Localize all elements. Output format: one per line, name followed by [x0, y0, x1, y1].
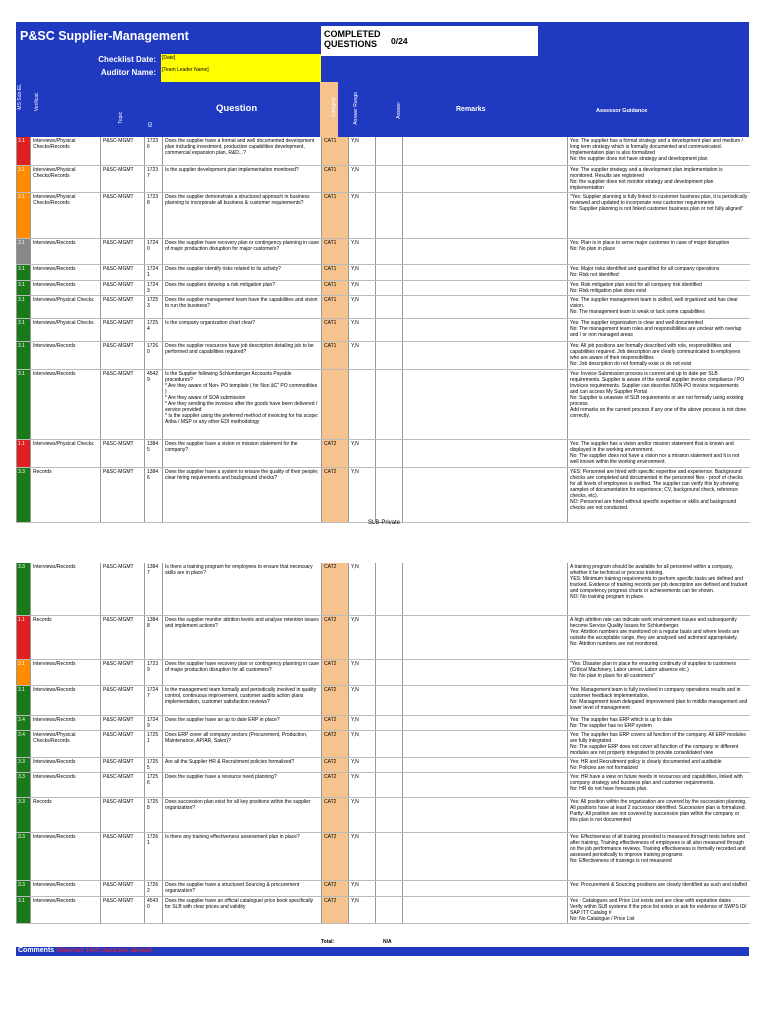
row-guidance: A training program should be available for all personnel within a company, whether it be technical or process training. YES: Minimum training requirements to perform specific tasks are defined and tracked. Evidence of training records per job description are defined and tracked and competency progress charts or achievements can be shown. NO: No training program in place.	[568, 563, 750, 615]
table-row	[17, 369, 750, 439]
row-guidance: Yes: Major risks identified and quantified for all company operations No: Risk not identified	[568, 264, 750, 280]
row-answer-range: Y,N	[349, 880, 376, 896]
row-answer-range: Y,N	[349, 439, 376, 467]
row-question: Is there any training effectiveness assessment plan in place?	[163, 832, 322, 880]
row-id: 17243	[145, 280, 163, 295]
row-answer-cell[interactable]	[376, 685, 403, 715]
row-sub-element: 3.1	[17, 896, 31, 923]
total-value: N/A	[383, 939, 392, 945]
row-question: Does the supplier identify risks related to its activity?	[163, 264, 322, 280]
row-remarks-cell[interactable]	[403, 341, 568, 369]
col-id-header: ID	[148, 122, 154, 127]
row-question: Does the supplier have an up to date ERP in place?	[163, 715, 322, 730]
row-id: 13846	[145, 467, 163, 522]
auditor-name-label: Auditor Name:	[100, 68, 156, 77]
completed-label: COMPLETED QUESTIONS	[324, 29, 381, 49]
row-category: CAT1	[322, 137, 349, 165]
row-answer-range: Y,N	[349, 280, 376, 295]
row-verification: Records	[31, 467, 101, 522]
row-remarks-cell[interactable]	[403, 264, 568, 280]
row-guidance: Yes: The supplier has a vision and/or mission statement that is known and displayed in the working environment. No: The supplier does not have a vision nor a mission statement and it is not well known within the working environment.	[568, 439, 750, 467]
row-answer-cell[interactable]	[376, 615, 403, 659]
row-topic: P&SC-MGMT	[101, 880, 145, 896]
table-row	[17, 341, 750, 369]
row-id: 17253	[145, 295, 163, 318]
row-question: Does the supplier have an official catalogue/ price book specifically for SLB with clear prices and validity	[163, 896, 322, 923]
row-answer-cell[interactable]	[376, 280, 403, 295]
auditor-name-field[interactable]: [Team Leader Name]	[161, 66, 321, 82]
row-sub-element: 3.1	[17, 192, 31, 238]
col-verif-header: Verificat.	[34, 92, 40, 112]
total-label: Total:	[321, 939, 335, 945]
row-category: CAT2	[322, 880, 349, 896]
row-sub-element: 3.3	[17, 797, 31, 832]
checklist-header	[16, 22, 749, 137]
row-verification: Interviews/Records	[31, 659, 101, 685]
row-remarks-cell[interactable]	[403, 439, 568, 467]
row-question: Does the supplier management team have the capabilities and vision to run the business?	[163, 295, 322, 318]
row-answer-range	[349, 369, 376, 439]
row-remarks-cell[interactable]	[403, 797, 568, 832]
row-topic: P&SC-MGMT	[101, 280, 145, 295]
row-guidance: Yes: The supplier has ERP which is up to date No: The supplier has no ERP system	[568, 715, 750, 730]
row-category: CAT1	[322, 264, 349, 280]
row-answer-range: Y,N	[349, 615, 376, 659]
row-id: 17255	[145, 757, 163, 772]
row-answer-cell[interactable]	[376, 192, 403, 238]
col-answer-range-header: Answer Range	[353, 92, 359, 125]
row-answer-cell[interactable]	[376, 715, 403, 730]
row-sub-element: 3.1	[17, 165, 31, 192]
row-category: CAT2	[322, 467, 349, 522]
row-question: Does ERP cover all company sectors (Procurement, Production, Maintenance, AP/AR, Sales)?	[163, 730, 322, 757]
row-answer-range: Y,N	[349, 264, 376, 280]
row-guidance: Yes: Risk mitigation plan exist for all company risk identified No: Risk mitigation plan does exist	[568, 280, 750, 295]
col-question-header: Question	[216, 103, 258, 114]
row-topic: P&SC-MGMT	[101, 659, 145, 685]
row-category: CAT2	[322, 615, 349, 659]
row-guidance: Yes: HR and Recruitment policy is clearly documented and auditable No: Policies are not formalized	[568, 757, 750, 772]
row-category: CAT2	[322, 832, 349, 880]
table-row	[17, 896, 750, 923]
row-id: 17238	[145, 192, 163, 238]
completed-box	[321, 26, 538, 56]
row-guidance: Yes: Effectiveness of all training provided is measured through tests before and after training. Training effectiveness of employees is all also measured through on the job performance reviews. Training effectiveness is formally recorded and assessed periodically to improve training programs No: Effectiveness of trainings is not measured	[568, 832, 750, 880]
row-answer-range: Y,N	[349, 318, 376, 341]
col-sub-header: MS Sub-EL	[17, 84, 23, 110]
row-guidance: A high attrition rate can indicate work environment issues and subsequently become Service Quality Issues for Schlumberger. Yes: Attrition numbers are monitored on a regular basis and where levels are outside the acceptable range, they are analysed and actioned appropriately. No: Attrition numbers are not monitored.	[568, 615, 750, 659]
row-topic: P&SC-MGMT	[101, 295, 145, 318]
row-verification: Interviews/Records	[31, 238, 101, 264]
row-remarks-cell[interactable]	[403, 563, 568, 615]
comments-bar[interactable]	[16, 947, 749, 956]
row-id: 17258	[145, 797, 163, 832]
row-answer-range: Y,N	[349, 165, 376, 192]
col-topic-header: Topic	[118, 112, 124, 124]
row-category: CAT2	[322, 715, 349, 730]
table-row	[17, 797, 750, 832]
row-answer-cell[interactable]	[376, 896, 403, 923]
row-id: 17249	[145, 715, 163, 730]
row-category: CAT2	[322, 772, 349, 797]
row-topic: P&SC-MGMT	[101, 192, 145, 238]
row-sub-element: 3.4	[17, 715, 31, 730]
comments-note: (Maximum 1400 characters allowed)	[56, 948, 153, 954]
row-answer-range: Y,N	[349, 715, 376, 730]
row-guidance: "Yes: Supplier planning is fully linked to customer business plan, it is periodically reviewed and updated to incorporate new customer requirements No: Supplier planning is not linked customer business plan or not fully aligned"	[568, 192, 750, 238]
row-answer-cell[interactable]	[376, 730, 403, 757]
row-category: CAT1	[322, 238, 349, 264]
row-verification: Interviews/Records	[31, 880, 101, 896]
row-sub-element: 3.3	[17, 880, 31, 896]
row-verification: Interviews/Physical Checks/Records	[31, 165, 101, 192]
row-sub-element: 1.1	[17, 439, 31, 467]
row-remarks-cell[interactable]	[403, 757, 568, 772]
col-category-header: Category	[331, 97, 337, 118]
row-sub-element: 3.1	[17, 685, 31, 715]
row-topic: P&SC-MGMT	[101, 137, 145, 165]
row-verification: Interviews/Records	[31, 264, 101, 280]
row-question: Does the supplier have a system to ensure the quality of their people; clear hiring requirements and background checks?	[163, 467, 322, 522]
row-category: CAT1	[322, 341, 349, 369]
question-table-2	[16, 563, 750, 924]
row-id: 45430	[145, 896, 163, 923]
row-id: 17251	[145, 730, 163, 757]
row-remarks-cell[interactable]	[403, 772, 568, 797]
total-row	[16, 937, 749, 947]
question-table-1	[16, 137, 750, 523]
table-row	[17, 439, 750, 467]
row-topic: P&SC-MGMT	[101, 238, 145, 264]
row-verification: Records	[31, 797, 101, 832]
row-sub-element: 3.1	[17, 280, 31, 295]
row-verification: Interviews/Records	[31, 757, 101, 772]
row-remarks-cell[interactable]	[403, 730, 568, 757]
row-id: 17241	[145, 264, 163, 280]
row-question: Is the Supplier following Schlumberger Accounts Payable procedures? * Are they aware of Non- PO template ( for Non âC" PO commodities ) * Are they aware of SOA submission * Are they sending the invoices after the goods have been delivered / service provided * Is the supplier using the preferred method of invoicing for his scope: Ariba / MSP or any other EDI methodology	[163, 369, 322, 439]
row-verification: Interviews/Physical Checks/Records	[31, 192, 101, 238]
row-answer-cell[interactable]	[376, 659, 403, 685]
row-answer-cell[interactable]	[376, 165, 403, 192]
comments-label: Comments	[18, 947, 55, 954]
row-verification: Records	[31, 615, 101, 659]
row-topic: P&SC-MGMT	[101, 797, 145, 832]
row-id: 13847	[145, 563, 163, 615]
row-category: CAT1	[322, 295, 349, 318]
row-sub-element: 3.1	[17, 295, 31, 318]
table-row	[17, 192, 750, 238]
row-verification: Interviews/Records	[31, 685, 101, 715]
row-category: CAT2	[322, 563, 349, 615]
row-sub-element: 3.3	[17, 832, 31, 880]
completed-value: 0/24	[391, 36, 408, 46]
row-topic: P&SC-MGMT	[101, 730, 145, 757]
row-answer-range: Y,N	[349, 295, 376, 318]
row-sub-element: 3.3	[17, 772, 31, 797]
row-answer-cell[interactable]	[376, 238, 403, 264]
table-row	[17, 659, 750, 685]
row-sub-element: 3.3	[17, 467, 31, 522]
row-verification: Interviews/Physical Checks	[31, 295, 101, 318]
row-remarks-cell[interactable]	[403, 295, 568, 318]
row-id: 17261	[145, 832, 163, 880]
row-sub-element: 3.3	[17, 757, 31, 772]
row-guidance: YES: Personnel are hired with specific expertise and experience. Background checks are completed and documented in the personnel files - proof of checks for all levels of employees is verified. The supplier can verify this by showing samples of documentation for experience; CV, background check, reference checks, etc). NO: Personnel are hired without specific expertise or skills and background checks are not conducted.	[568, 467, 750, 522]
row-question: Does the supplier demonstrate a structured approach in business planning to incorporate all business & customer requirements?	[163, 192, 322, 238]
row-id: 17254	[145, 318, 163, 341]
row-category	[322, 369, 349, 439]
table-row	[17, 264, 750, 280]
row-verification: Interviews/Records	[31, 280, 101, 295]
table-row	[17, 715, 750, 730]
row-sub-element: 3.1	[17, 369, 31, 439]
row-verification: Interviews/Records	[31, 341, 101, 369]
row-guidance: Yes: HR have a view on future needs in resources and capabilities, linked with company strategy and business plan and customer requirements. No: HR do not have forecasts plan.	[568, 772, 750, 797]
row-answer-range: Y,N	[349, 757, 376, 772]
table-row	[17, 563, 750, 615]
row-question: Does the suppliers develop a risk mitigation plan?	[163, 280, 322, 295]
row-sub-element: 3.4	[17, 730, 31, 757]
row-question: Does the supplier have recovery plan or contingency planning in case of major production disruption for major customers?	[163, 238, 322, 264]
row-topic: P&SC-MGMT	[101, 318, 145, 341]
row-answer-range: Y,N	[349, 192, 376, 238]
row-topic: P&SC-MGMT	[101, 264, 145, 280]
row-sub-element: 3.3	[17, 563, 31, 615]
table-row	[17, 137, 750, 165]
row-guidance: Yes: The supplier management team is skilled, well organized and has clear vision. No: The management team is weak or lack some capabilities	[568, 295, 750, 318]
row-question: Is the supplier development plan implementation monitored?	[163, 165, 322, 192]
table-row	[17, 880, 750, 896]
row-guidance: Yes : Catalogues and Price List exists and are clear with expiration dates . Verify within SLB systems if the price list exists or ask for evidence of SWPS ID/ SAP ITT Catalog # No: No Catalogue / Price List	[568, 896, 750, 923]
col-guidance-header: Assessor Guidance	[596, 108, 648, 114]
row-remarks-cell[interactable]	[403, 137, 568, 165]
row-verification: Interviews/Physical Checks	[31, 318, 101, 341]
row-question: Is there a training program for employees to ensure that necessary skills are in place?	[163, 563, 322, 615]
checklist-page-2	[16, 563, 749, 955]
row-answer-cell[interactable]	[376, 264, 403, 280]
col-remarks-header: Remarks	[456, 106, 486, 113]
row-topic: P&SC-MGMT	[101, 439, 145, 467]
row-remarks-cell[interactable]	[403, 192, 568, 238]
row-remarks-cell[interactable]	[403, 165, 568, 192]
row-remarks-cell[interactable]	[403, 896, 568, 923]
table-row	[17, 685, 750, 715]
table-row	[17, 238, 750, 264]
table-row	[17, 832, 750, 880]
row-sub-element: 1.1	[17, 615, 31, 659]
row-verification: Interviews/Records	[31, 772, 101, 797]
row-guidance: "Yes: Disaster plan in place for ensuring continuity of supplies to customers (Critical Machinery, Labor unrest, Labor absence etc.) No: No plan in place for all customers"	[568, 659, 750, 685]
row-guidance: Yes: Management team is fully involved in company operations results and in customer feedback implementation. No: Management team delegated improvement plan to middle management and lower level of management	[568, 685, 750, 715]
row-id: 17256	[145, 772, 163, 797]
row-id: 45429	[145, 369, 163, 439]
row-topic: P&SC-MGMT	[101, 165, 145, 192]
row-guidance: Yes: Plan is in place to serve major customer in case of major disruption No: No plan in place	[568, 238, 750, 264]
row-id: 17262	[145, 880, 163, 896]
row-topic: P&SC-MGMT	[101, 615, 145, 659]
row-answer-range: Y,N	[349, 467, 376, 522]
row-sub-element: 3.1	[17, 341, 31, 369]
row-verification: Interviews/Records	[31, 715, 101, 730]
row-answer-cell[interactable]	[376, 137, 403, 165]
row-question: Does the supplier have a structured Sourcing & procurement organization?	[163, 880, 322, 896]
row-id: 13845	[145, 439, 163, 467]
row-remarks-cell[interactable]	[403, 715, 568, 730]
row-remarks-cell[interactable]	[403, 615, 568, 659]
table-row	[17, 165, 750, 192]
row-remarks-cell[interactable]	[403, 238, 568, 264]
row-category: CAT1	[322, 192, 349, 238]
table-row	[17, 730, 750, 757]
row-answer-cell[interactable]	[376, 341, 403, 369]
row-remarks-cell[interactable]	[403, 467, 568, 522]
row-verification: Interviews/Physical Checks	[31, 439, 101, 467]
row-answer-range: Y,N	[349, 685, 376, 715]
row-remarks-cell[interactable]	[403, 685, 568, 715]
row-verification: Interviews/Records	[31, 369, 101, 439]
row-topic: P&SC-MGMT	[101, 563, 145, 615]
page-title: P&SC Supplier-Management	[20, 29, 189, 43]
row-id: 17236	[145, 137, 163, 165]
row-category: CAT2	[322, 797, 349, 832]
row-id: 17239	[145, 659, 163, 685]
row-topic: P&SC-MGMT	[101, 685, 145, 715]
row-question: Does the supplier resources have job description detailing job to be performed and capabilities required?	[163, 341, 322, 369]
row-question: Is the company organization chart clear?	[163, 318, 322, 341]
page-caption: SLB-Private	[367, 520, 400, 526]
row-id: 17240	[145, 238, 163, 264]
row-remarks-cell[interactable]	[403, 369, 568, 439]
row-answer-cell[interactable]	[376, 295, 403, 318]
row-category: CAT1	[322, 280, 349, 295]
row-category: CAT2	[322, 757, 349, 772]
row-remarks-cell[interactable]	[403, 832, 568, 880]
row-remarks-cell[interactable]	[403, 280, 568, 295]
row-question: Does the supplier monitor attrition levels and analyse retention issues and implement actions?	[163, 615, 322, 659]
row-answer-cell[interactable]	[376, 369, 403, 439]
row-answer-cell[interactable]	[376, 797, 403, 832]
row-answer-range: Y,N	[349, 238, 376, 264]
row-topic: P&SC-MGMT	[101, 757, 145, 772]
row-guidance: Yes: Procurement & Sourcing positions are clearly identified as such and staffed	[568, 880, 750, 896]
row-answer-cell[interactable]	[376, 880, 403, 896]
row-question: Does the supplier have a vision or mission statement for the company?	[163, 439, 322, 467]
row-sub-element: 3.1	[17, 137, 31, 165]
table-row	[17, 467, 750, 522]
checklist-page-1	[16, 22, 749, 511]
row-guidance: Yes: The supplier has ERP covers all function of the company. All ERP modules are fully integrated No: The supplier ERP does not cover all function of the company or different modules are not properly integrated to provide consolidated view	[568, 730, 750, 757]
row-answer-cell[interactable]	[376, 757, 403, 772]
row-verification: Interviews/Physical Checks/Records	[31, 137, 101, 165]
row-answer-range: Y,N	[349, 341, 376, 369]
row-id: 13848	[145, 615, 163, 659]
table-row	[17, 280, 750, 295]
row-sub-element: 3.1	[17, 238, 31, 264]
checklist-date-label: Checklist Date:	[98, 55, 156, 64]
row-guidance: Yes: The supplier strategy and a development plan implementation is monitored. Results are registered No: the supplier does not monitor strategy and development plan implementation	[568, 165, 750, 192]
row-id: 17237	[145, 165, 163, 192]
row-sub-element: 3.1	[17, 264, 31, 280]
row-answer-range: Y,N	[349, 659, 376, 685]
row-verification: Interviews/Records	[31, 832, 101, 880]
row-topic: P&SC-MGMT	[101, 341, 145, 369]
row-guidance: Yes: The supplier has a formal strategy and a development plan and medium / long term strategy which is formally documented and communicated. Implementation plan is also formalized No: the supplier does not have strategy and development plan	[568, 137, 750, 165]
row-question: Does the supplier have recovery plan or contingency planning in case of major production disruption for all customers?	[163, 659, 322, 685]
row-answer-cell[interactable]	[376, 563, 403, 615]
row-sub-element: 3.1	[17, 318, 31, 341]
row-answer-cell[interactable]	[376, 467, 403, 522]
row-answer-range: Y,N	[349, 797, 376, 832]
table-row	[17, 615, 750, 659]
row-answer-cell[interactable]	[376, 439, 403, 467]
row-answer-range: Y,N	[349, 772, 376, 797]
row-category: CAT2	[322, 659, 349, 685]
row-remarks-cell[interactable]	[403, 880, 568, 896]
row-question: Does the supplier have a formal and well documented development plan including investment, production capabilities development, commercial expansion plan, R&D...?	[163, 137, 322, 165]
row-guidance: Yes: All job positions are formally described with role, responsibilities and capabilities required. Job description are clearly communicated to employees who are aware of their responsibilities No: Job description do not formally exist or do not exist	[568, 341, 750, 369]
row-answer-cell[interactable]	[376, 318, 403, 341]
row-topic: P&SC-MGMT	[101, 467, 145, 522]
table-row	[17, 772, 750, 797]
row-topic: P&SC-MGMT	[101, 369, 145, 439]
row-id: 17247	[145, 685, 163, 715]
row-remarks-cell[interactable]	[403, 659, 568, 685]
row-answer-cell[interactable]	[376, 772, 403, 797]
row-question: Are all the Supplier HR & Recruitment policies formalized?	[163, 757, 322, 772]
row-id: 17260	[145, 341, 163, 369]
row-verification: Interviews/Records	[31, 563, 101, 615]
row-answer-range: Y,N	[349, 137, 376, 165]
row-answer-cell[interactable]	[376, 832, 403, 880]
row-topic: P&SC-MGMT	[101, 715, 145, 730]
row-remarks-cell[interactable]	[403, 318, 568, 341]
row-category: CAT1	[322, 165, 349, 192]
row-category: CAT2	[322, 685, 349, 715]
row-topic: P&SC-MGMT	[101, 832, 145, 880]
row-category: CAT2	[322, 896, 349, 923]
row-question: Does the supplier have a resource need planning?	[163, 772, 322, 797]
row-answer-range: Y,N	[349, 730, 376, 757]
row-verification: Interviews/Records	[31, 896, 101, 923]
checklist-date-field[interactable]: [Date]	[161, 54, 321, 66]
row-topic: P&SC-MGMT	[101, 772, 145, 797]
col-answer-header: Answer	[396, 102, 402, 119]
row-question: Does succession plan exist for all key positions within the supplier organization?	[163, 797, 322, 832]
row-question: Is the management team formally and periodically involved in quality control, continuous improvement, customer audits action plans implementation, customer satisfaction reviews?	[163, 685, 322, 715]
table-row	[17, 757, 750, 772]
row-category: CAT1	[322, 318, 349, 341]
row-guidance: Yes: All position within the organization are covered by the succession planning. All positions have at least 2 successor identified. Succession plan is formalized. Partly: All position are not covered by succession plan within the company or this plan is not documented	[568, 797, 750, 832]
table-row	[17, 318, 750, 341]
row-category: CAT2	[322, 439, 349, 467]
row-answer-range: Y,N	[349, 896, 376, 923]
row-sub-element: 3.1	[17, 659, 31, 685]
row-guidance: Yes: The supplier organization is clear and well documented No: The management team roles and responsibilities are unclear with overlap and / or non managed areas	[568, 318, 750, 341]
row-category: CAT2	[322, 730, 349, 757]
row-answer-range: Y,N	[349, 563, 376, 615]
table-row	[17, 295, 750, 318]
row-guidance: Yes: Invoice Submission process is current and up to date per SLB requirements. Supplier is aware of the overall supplier invoice compliance / PO Invoices requirements. Supplier can describe NON-PO invoice requirements and can access My Supplier Portal No: Supplier is unaware of SLB requirements or are not formally using existing process. Add remarks on the current process if any one of the above process is not done correctly.	[568, 369, 750, 439]
row-answer-range: Y,N	[349, 832, 376, 880]
row-topic: P&SC-MGMT	[101, 896, 145, 923]
row-verification: Interviews/Physical Checks/Records	[31, 730, 101, 757]
